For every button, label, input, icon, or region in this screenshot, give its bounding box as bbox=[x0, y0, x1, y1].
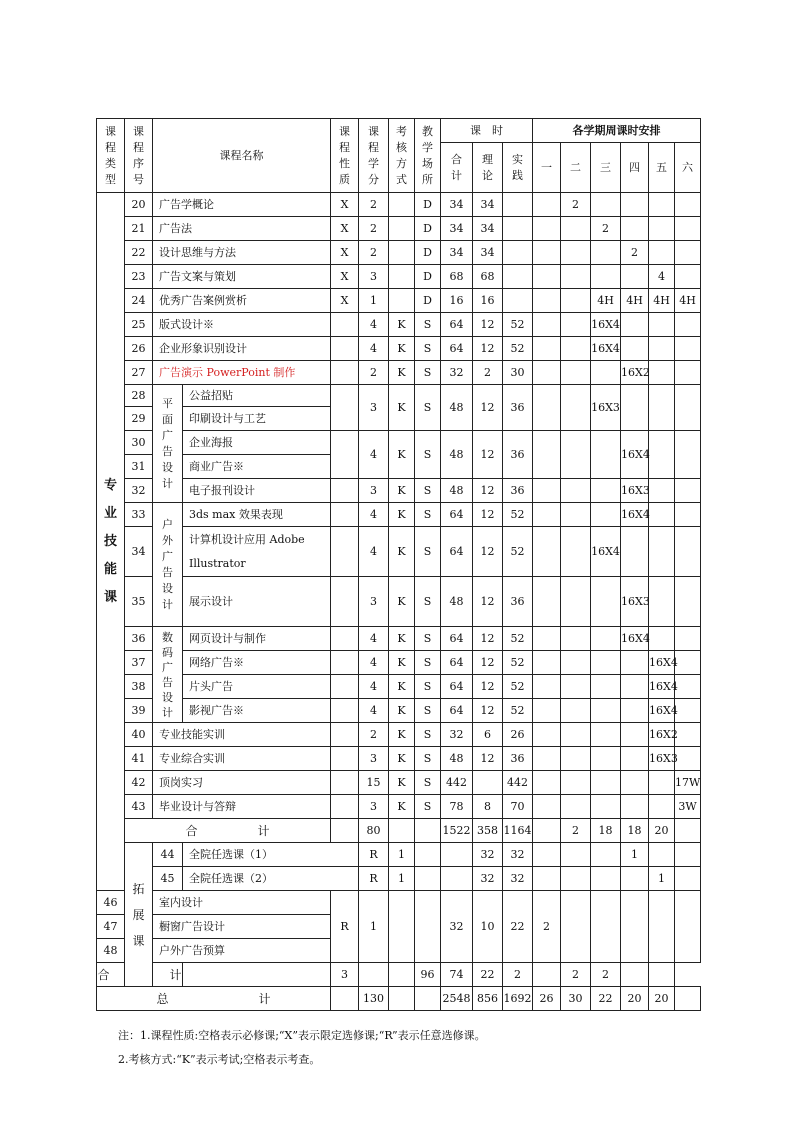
course-name: 优秀广告案例赏析 bbox=[153, 289, 331, 313]
table-row: 42 顶岗实习 15 K S 442 442 17W bbox=[97, 771, 701, 795]
table-row: 39 影视广告※ 4 K S 64 12 52 16X4 bbox=[97, 699, 701, 723]
grand-total-row: 总 计 130 2548 856 1692 26 30 22 20 20 bbox=[97, 987, 701, 1011]
course-name: 企业形象识别设计 bbox=[153, 337, 331, 361]
course-name: 专业综合实训 bbox=[153, 747, 331, 771]
table-row: 41 专业综合实训 3 K S 48 12 36 16X3 bbox=[97, 747, 701, 771]
table-row: 拓展课 44 全院任选课（1） R 1 32 32 1 bbox=[97, 843, 701, 867]
table-row: 35 展示设计 3 K S 48 12 36 16X3 bbox=[97, 577, 701, 627]
course-name: 公益招贴 bbox=[183, 385, 331, 407]
course-name: 片头广告 bbox=[183, 675, 331, 699]
course-name: 专业技能实训 bbox=[153, 723, 331, 747]
table-row: 29 印刷设计与工艺 bbox=[97, 407, 701, 431]
group-pingmian: 平面广告设计 bbox=[153, 385, 183, 503]
table-row: 21 广告法 X 2 D 34 34 2 bbox=[97, 217, 701, 241]
grand-total-label: 总 计 bbox=[97, 987, 331, 1011]
course-name: 商业广告※ bbox=[183, 455, 331, 479]
table-row: 32 电子报刊设计 3 K S 48 12 36 16X3 bbox=[97, 479, 701, 503]
header-sem4: 四 bbox=[621, 143, 649, 193]
course-name: 毕业设计与答辩 bbox=[153, 795, 331, 819]
header-exam: 考核方式 bbox=[389, 119, 415, 193]
subtotal-row: 合 计 3 96 74 22 2 2 2 bbox=[97, 963, 701, 987]
table-row: 24 优秀广告案例赏析 X 1 D 16 16 4H 4H 4H 4H bbox=[97, 289, 701, 313]
course-name: 橱窗广告设计 bbox=[153, 915, 331, 939]
header-practice: 实践 bbox=[503, 143, 533, 193]
table-row: 30 企业海报 4 K S 48 12 36 16X4 bbox=[97, 431, 701, 455]
course-name: 计算机设计应用 Adobe Illustrator bbox=[183, 527, 331, 577]
subtotal-label: 合 计 bbox=[97, 963, 183, 987]
header-credit: 课程学分 bbox=[359, 119, 389, 193]
table-row: 43 毕业设计与答辩 3 K S 78 8 70 3W bbox=[97, 795, 701, 819]
table-row: 22 设计思维与方法 X 2 D 34 34 2 bbox=[97, 241, 701, 265]
header-nature: 课程性质 bbox=[331, 119, 359, 193]
header-theory: 理论 bbox=[473, 143, 503, 193]
table-row: 37 网络广告※ 4 K S 64 12 52 16X4 bbox=[97, 651, 701, 675]
table-row: 23 广告文案与策划 X 3 D 68 68 4 bbox=[97, 265, 701, 289]
course-name: 顶岗实习 bbox=[153, 771, 331, 795]
notes bbox=[118, 1024, 486, 1072]
subtotal-row: 合 计 80 1522 358 1164 2 18 18 20 bbox=[97, 819, 701, 843]
table-row: 47 橱窗广告设计 bbox=[97, 915, 701, 939]
group-shuma: 数码广告设计 bbox=[153, 627, 183, 723]
table-row: 31 商业广告※ bbox=[97, 455, 701, 479]
header-sem3: 三 bbox=[591, 143, 621, 193]
course-name: 影视广告※ bbox=[183, 699, 331, 723]
group-huwai: 户外广告设计 bbox=[153, 503, 183, 627]
header-sem1: 一 bbox=[533, 143, 561, 193]
course-name: 版式设计※ bbox=[153, 313, 331, 337]
table-row: 45 全院任选课（2） R 1 32 32 1 bbox=[97, 867, 701, 891]
course-name: 广告法 bbox=[153, 217, 331, 241]
subtotal-label: 合 计 bbox=[125, 819, 331, 843]
course-name: 网页设计与制作 bbox=[183, 627, 331, 651]
course-name: 设计思维与方法 bbox=[153, 241, 331, 265]
header-total: 合计 bbox=[441, 143, 473, 193]
course-name: 展示设计 bbox=[183, 577, 331, 627]
course-name: 全院任选课（2） bbox=[183, 867, 359, 891]
header-hours: 课 时 bbox=[441, 119, 533, 143]
course-name: 3ds max 效果表现 bbox=[183, 503, 331, 527]
table-row: 48 户外广告预算 bbox=[97, 939, 701, 963]
course-name: 室内设计 bbox=[153, 891, 331, 915]
table-row: 34 计算机设计应用 Adobe Illustrator 4 K S 64 12 52 16X4 bbox=[97, 527, 701, 577]
table-row: 38 片头广告 4 K S 64 12 52 16X4 bbox=[97, 675, 701, 699]
header-name: 课程名称 bbox=[153, 119, 331, 193]
table-row: 36 数码广告设计 网页设计与制作 4 K S 64 12 52 16X4 bbox=[97, 627, 701, 651]
course-name: 印刷设计与工艺 bbox=[183, 407, 331, 431]
table-row: 28 平面广告设计 公益招贴 3 K S 48 12 36 16X3 bbox=[97, 385, 701, 407]
table-row: 46 室内设计 R 1 32 10 22 2 bbox=[97, 891, 701, 915]
header-weekly: 各学期周课时安排 bbox=[533, 119, 701, 143]
header-type: 课程类型 bbox=[97, 119, 125, 193]
course-name: 广告文案与策划 bbox=[153, 265, 331, 289]
table-row: 25 版式设计※ 4 K S 64 12 52 16X4 bbox=[97, 313, 701, 337]
table-row: 27 广告演示 PowerPoint 制作 2 K S 32 2 30 16X2 bbox=[97, 361, 701, 385]
course-name: 企业海报 bbox=[183, 431, 331, 455]
course-name-highlight: 广告演示 PowerPoint 制作 bbox=[153, 361, 331, 385]
note-line-1: 注：1.课程性质:空格表示必修课;“X”表示限定选修课;“R”表示任意选修课。 bbox=[118, 1029, 486, 1042]
header-seq: 课程序号 bbox=[125, 119, 153, 193]
course-name: 全院任选课（1） bbox=[183, 843, 359, 867]
table-row: 26 企业形象识别设计 4 K S 64 12 52 16X4 bbox=[97, 337, 701, 361]
course-name: 广告学概论 bbox=[153, 193, 331, 217]
header-sem6: 六 bbox=[675, 143, 701, 193]
table-row: 33 户外广告设计 3ds max 效果表现 4 K S 64 12 52 16X4 bbox=[97, 503, 701, 527]
table-row: 专业技能课 20 广告学概论 X 2 D 34 34 2 bbox=[97, 193, 701, 217]
header-place: 教学场所 bbox=[415, 119, 441, 193]
note-line-2: 2.考核方式:“K”表示考试;空格表示考查。 bbox=[118, 1053, 321, 1066]
course-table bbox=[96, 118, 701, 1011]
course-name: 网络广告※ bbox=[183, 651, 331, 675]
course-name: 电子报刊设计 bbox=[183, 479, 331, 503]
course-name: 户外广告预算 bbox=[153, 939, 331, 963]
header-sem5: 五 bbox=[649, 143, 675, 193]
table-row: 40 专业技能实训 2 K S 32 6 26 16X2 bbox=[97, 723, 701, 747]
header-sem2: 二 bbox=[561, 143, 591, 193]
group-tuozhan: 拓展课 bbox=[125, 843, 153, 987]
group-zhuanye: 专业技能课 bbox=[97, 193, 125, 891]
